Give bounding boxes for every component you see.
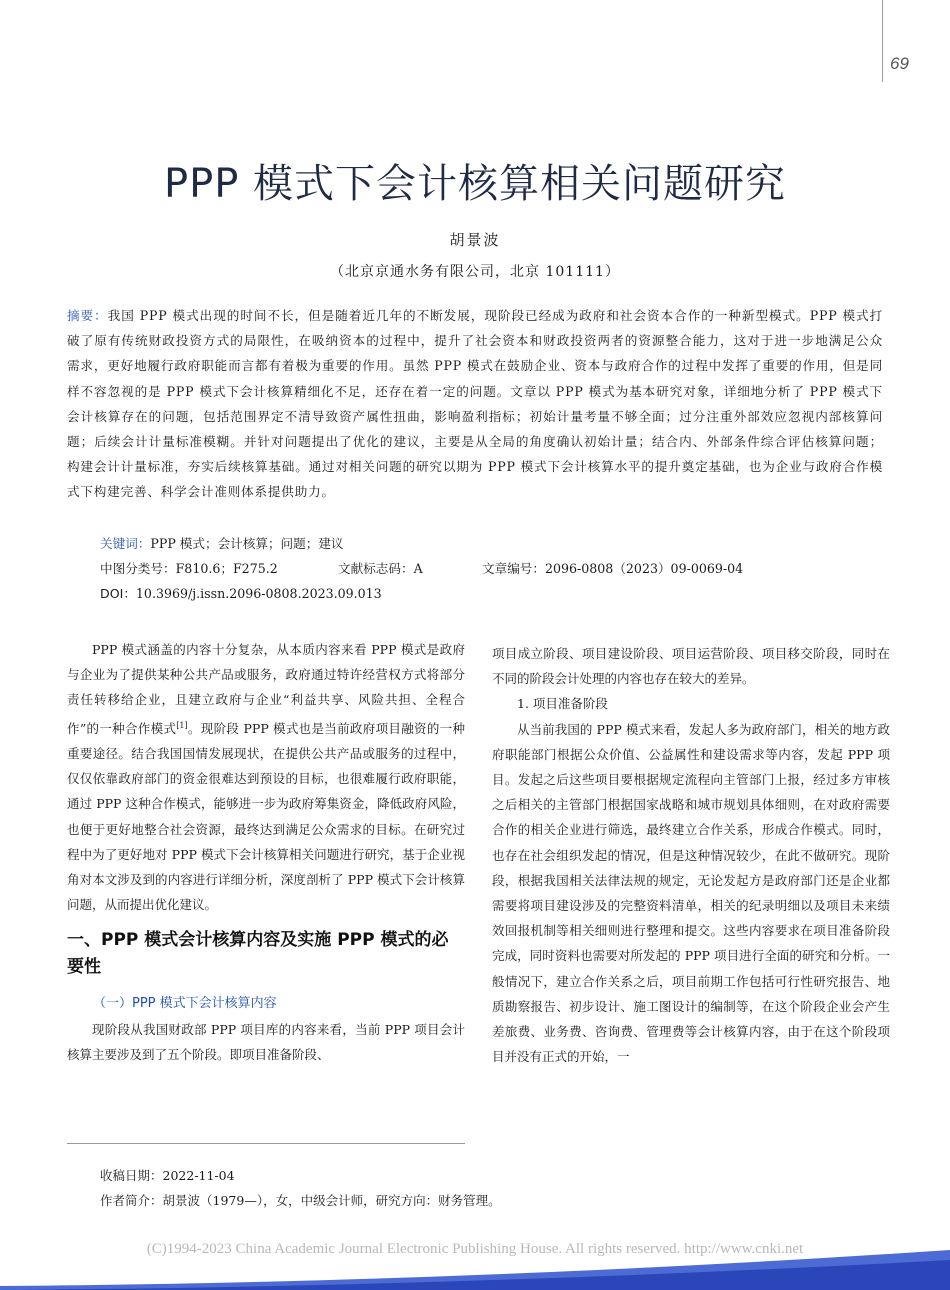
- author-name: 胡景波: [449, 231, 501, 249]
- intro-text: PPP 模式涵盖的内容十分复杂，从本质内容来看 PPP 模式是政府与企业为了提供某种公共产品或服务，政府通过特许经营权方式将部分责任转移给企业，且建立政府与企业“利益共享、风险共担、全程合作”的一种合作模式: [67, 642, 465, 736]
- article-title: PPP 模式下会计核算相关问题研究: [163, 161, 787, 207]
- continued-paragraph: 项目成立阶段、项目建设阶段、项目运营阶段、项目移交阶段，同时在不同的阶段会计处理的内容也存在较大的差异。: [492, 646, 890, 687]
- footnote-rule: [67, 1143, 465, 1144]
- keywords-line: [100, 532, 344, 556]
- keywords-label: 关键词：: [100, 536, 151, 551]
- author-bio: [100, 1191, 501, 1211]
- bio-value: 胡景波（1979—），女，中级会计师，研究方向：财务管理。: [162, 1193, 501, 1208]
- intro-text-tail: 。现阶段 PPP 模式也是当前政府项目融资的一种重要途径。结合我国国情发展现状，在提供公共产品或服务的过程中，仅仅依靠政府部门的资金很难达到预设的目标，也很难履行政府职能，通过 PPP 这种合作模式，能够进一步为政府筹集资金，降低政府风险，也便于更好地整合社会资源，最终达到满足公众需求的目标。在研究过程中为了更好地对 PPP 模式下会计核算相关问题进行研究，基于企业视角对本文涉及到的内容进行详细分析，深度剖析了 PPP 模式下会计核算问题，从而提出优化建议。: [67, 720, 465, 913]
- section-paragraph: 现阶段从我国财政部 PPP 项目库的内容来看，当前 PPP 项目会计核算主要涉及到了五个阶段。即项目准备阶段、: [67, 1021, 465, 1062]
- copyright-notice: (C)1994-2023 China Academic Journal Electronic Publishing House. All rights reserved. http://www.cnki.net: [146, 1241, 804, 1257]
- intro-paragraph: [67, 637, 465, 917]
- preparation-paragraph: 从当前我国的 PPP 模式来看，发起人多为政府部门，相关的地方政府职能部门根据公众价值、公益属性和建设需求等内容，发起 PPP 项目。发起之后这些项目要根据规定流程向主管部门上报，经过多方审核之后相关的主管部门根据国家战略和城市规划具体细则，在对政府需要合作的相关企业进行筛选，最终建立合作关系，形成合作模式。同时，也存在社会组织发起的情况，但是这种情况较少，在此不做研究。现阶段，根据我国相关法律法规的规定，无论发起方是政府部门还是企业都需要将项目建设涉及的完整资料清单，相关的纪录明细以及项目未来绩效回报机制等相关细则进行整理和提交。这些内容要求在项目准备阶段完成，同时资料也需要对所发起的 PPP 项目进行全面的研究和分析。一般情况下，建立合作关系之后，项目前期工作包括可行性研究报告、地质勘察报告、初步设计、施工图设计的编制等，在这个阶段企业会产生差旅费、业务费、咨询费、管理费等会计核算内容，由于在这个阶段项目并没有正式的开始，一: [492, 721, 890, 1065]
- clc-text: F810.6；F275.2: [175, 561, 278, 576]
- keywords-text: PPP 模式；会计核算；问题；建议: [150, 536, 344, 551]
- article-no-label: 文章编号：: [482, 561, 545, 576]
- doi-line: [100, 582, 382, 606]
- page-number: 69: [890, 54, 909, 73]
- bio-label: 作者简介：: [100, 1193, 163, 1208]
- doi-text: 10.3969/j.issn.2096-0808.2023.09.013: [135, 586, 382, 601]
- doc-code-text: A: [413, 561, 423, 576]
- article-no-text: 2096-0808（2023）09-0069-04: [544, 561, 744, 576]
- received-date: [100, 1166, 235, 1186]
- article-no-line: [482, 557, 743, 581]
- citation-1: [1]: [176, 720, 188, 730]
- doi-label: DOI：: [100, 586, 136, 601]
- author-affiliation: （北京京通水务有限公司，北京 101111）: [330, 264, 620, 280]
- right-column: [492, 641, 890, 1069]
- abstract-text: 我国 PPP 模式出现的时间不长，但是随着近几年的不断发展，现阶段已经成为政府和社会资本合作的一种新型模式。PPP 模式打破了原有传统财政投资方式的局限性，在吸纳资本的过程中，提升了社会资本和财政投资两者的资源整合能力，这对于进一步地满足公众需求，更好地履行政府职能而言都有着极为重要的作用。虽然 PPP 模式在鼓励企业、资本与政府合作的过程中发挥了重要的作用，但是同样不容忽视的是 PPP 模式下会计核算精细化不足，还存在着一定的问题。文章以 PPP 模式为基本研究对象，详细地分析了 PPP 模式下会计核算存在的问题，包括范围界定不清导致资产属性扭曲，影响盈利指标；初始计量考量不够全面；过分注重外部效应忽视内部核算问题；后续会计计量标准模糊。并针对问题提出了优化的建议，主要是从全局的角度确认初始计量；结合内、外部条件综合评估核算问题；构建会计计量标准，夯实后续核算基础。通过对相关问题的研究以期为 PPP 模式下会计核算水平的提升奠定基础，也为企业与政府合作模式下构建完善、科学会计准则体系提供助力。: [67, 308, 883, 500]
- subsection-heading-1: （一）PPP 模式下会计核算内容: [93, 996, 277, 1012]
- abstract-label: 摘要：: [67, 308, 108, 323]
- subsubsection-heading: 1. 项目准备阶段: [517, 696, 608, 712]
- page-number-rule: [882, 0, 883, 82]
- received-label: 收稿日期：: [100, 1168, 163, 1183]
- doc-code-label: 文献标志码：: [338, 561, 414, 576]
- classification-line: [100, 557, 278, 581]
- clc-label: 中图分类号：: [100, 561, 176, 576]
- left-column: [67, 637, 465, 1067]
- doc-code-line: [338, 557, 423, 581]
- abstract: [67, 303, 883, 505]
- section-heading-1: 一、PPP 模式会计核算内容及实施 PPP 模式的必要性: [67, 930, 449, 978]
- received-value: 2022-11-04: [162, 1168, 235, 1183]
